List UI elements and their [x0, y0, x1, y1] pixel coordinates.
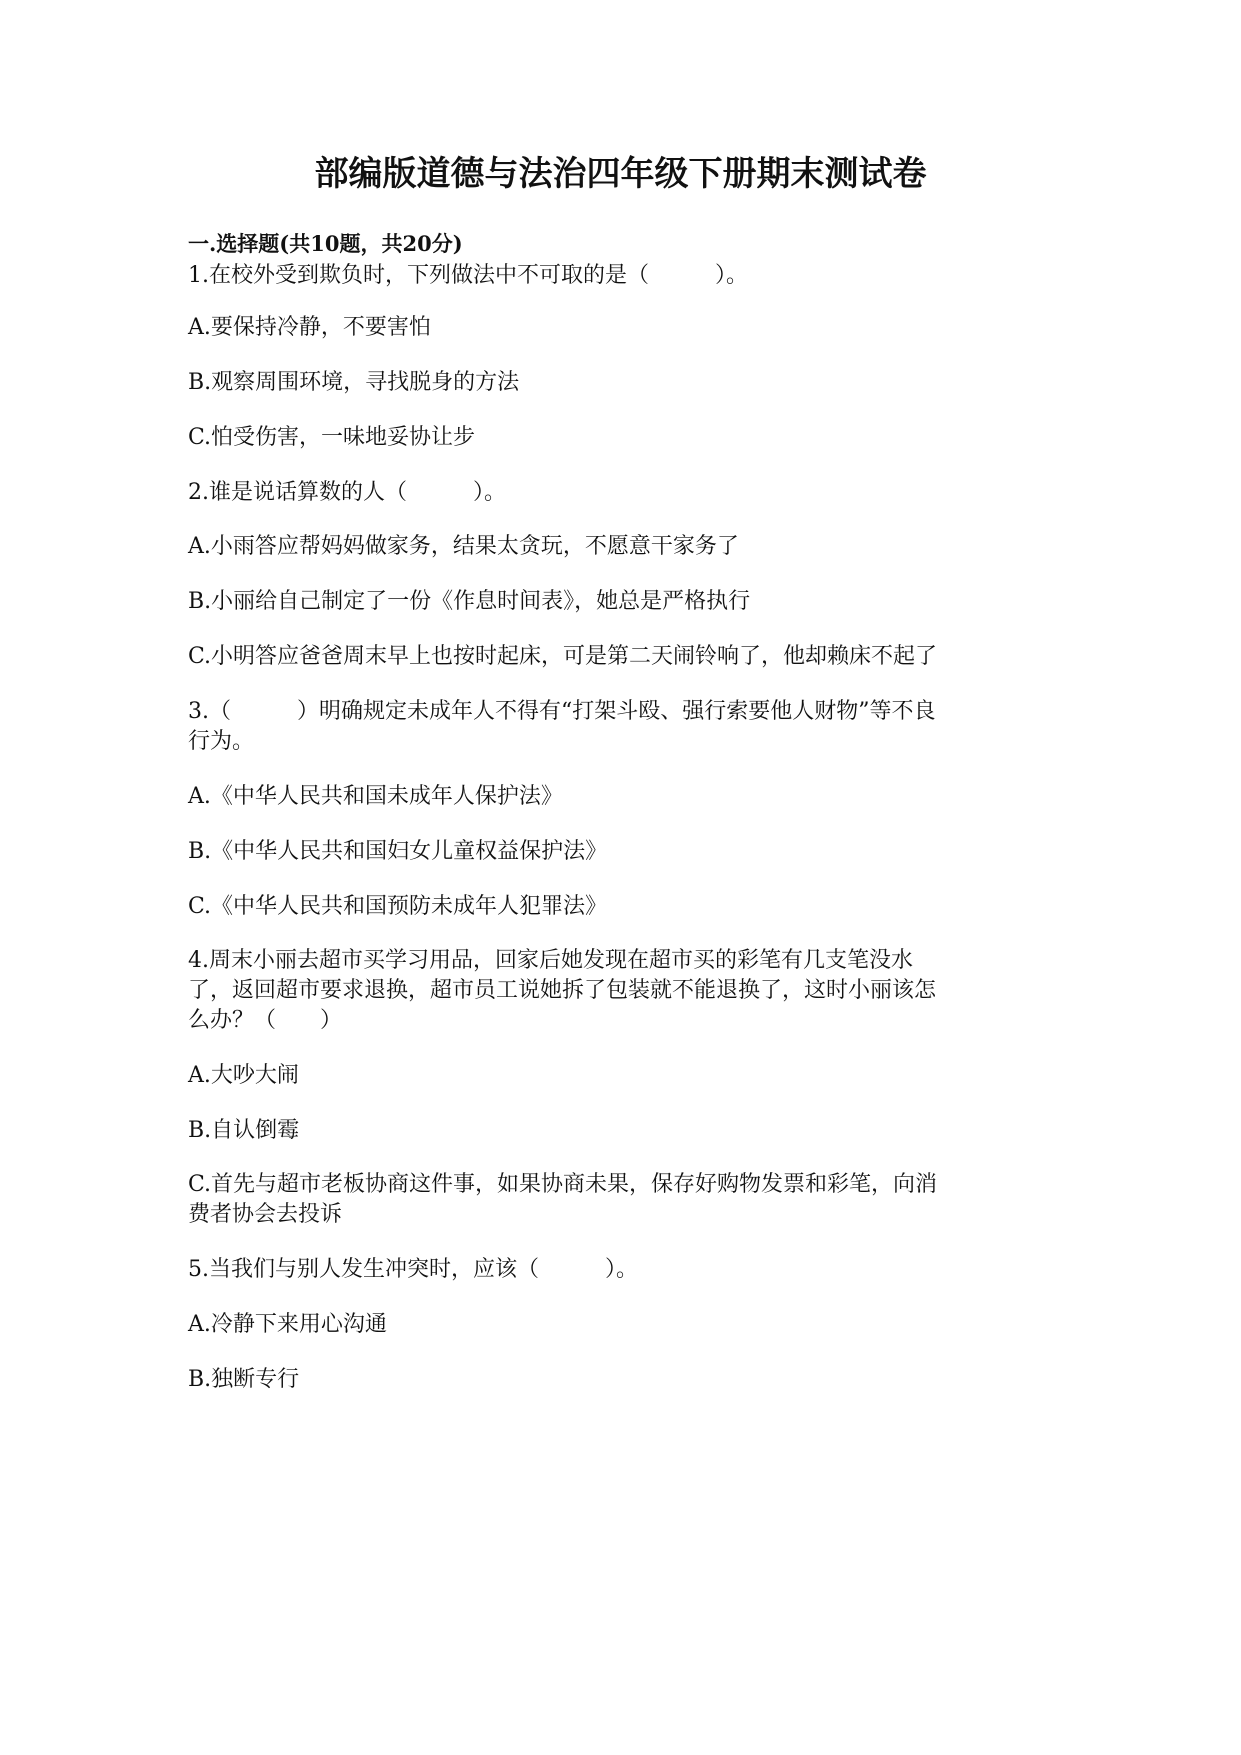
question-1-option-a: A.要保持冷静，不要害怕: [188, 315, 431, 340]
question-4-stem-line-3: 么办？（ ）: [188, 1008, 343, 1033]
question-1-option-b: B.观察周围环境，寻找脱身的方法: [188, 370, 520, 395]
question-4-stem-line-2: 了，返回超市要求退换，超市员工说她拆了包装就不能退换了，这时小丽该怎: [188, 978, 937, 1003]
question-2-option-a: A.小雨答应帮妈妈做家务，结果太贪玩，不愿意干家务了: [188, 534, 739, 559]
question-2-stem: 2.谁是说话算数的人（ ）。: [188, 480, 506, 505]
question-5-option-b: B.独断专行: [188, 1367, 300, 1392]
question-2-option-b: B.小丽给自己制定了一份《作息时间表》，她总是严格执行: [188, 589, 751, 614]
question-1-option-c: C.怕受伤害，一味地妥协让步: [188, 425, 476, 450]
question-4-stem-line-1: 4.周末小丽去超市买学习用品，回家后她发现在超市买的彩笔有几支笔没水: [188, 948, 913, 973]
question-5-option-a: A.冷静下来用心沟通: [188, 1312, 387, 1337]
question-4-option-c-line-1: C.首先与超市老板协商这件事，如果协商未果，保存好购物发票和彩笔，向消: [188, 1172, 938, 1197]
question-4-option-b: B.自认倒霉: [188, 1118, 300, 1143]
question-3-option-b: B.《中华人民共和国妇女儿童权益保护法》: [188, 839, 608, 864]
question-3-stem-line-1: 3.（ ）明确规定未成年人不得有“打架斗殴、强行索要他人财物”等不良: [188, 699, 936, 724]
question-3-option-a: A.《中华人民共和国未成年人保护法》: [188, 784, 563, 809]
question-2-option-c: C.小明答应爸爸周末早上也按时起床，可是第二天闹铃响了，他却赖床不起了: [188, 644, 938, 669]
section-heading: 一.选择题(共10题，共20分): [188, 231, 463, 256]
document-title: 部编版道德与法治四年级下册期末测试卷: [314, 154, 927, 194]
question-4-option-a: A.大吵大闹: [188, 1063, 299, 1088]
question-3-option-c: C.《中华人民共和国预防未成年人犯罪法》: [188, 894, 608, 919]
question-3-stem-line-2: 行为。: [188, 729, 255, 754]
question-4-option-c-line-2: 费者协会去投诉: [188, 1202, 343, 1227]
question-5-stem: 5.当我们与别人发生冲突时，应该（ ）。: [188, 1257, 638, 1282]
question-1-stem: 1.在校外受到欺负时，下列做法中不可取的是（ ）。: [188, 263, 748, 288]
